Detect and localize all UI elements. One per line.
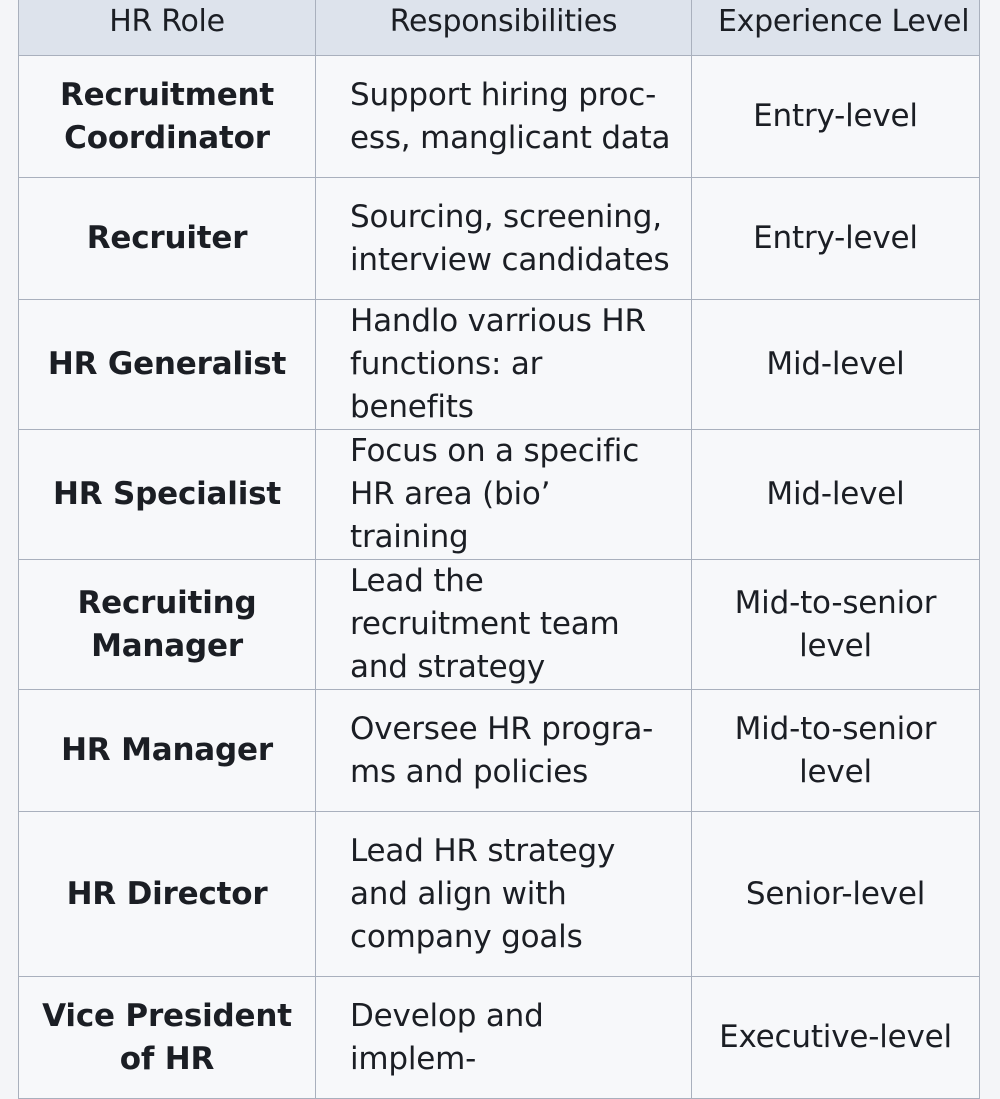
role-cell: HR Generalist xyxy=(19,300,316,430)
table-row xyxy=(19,690,980,812)
responsibilities-cell: Focus on a specific HR area (bio’ training xyxy=(316,430,692,560)
table-row xyxy=(19,430,980,560)
responsibilities-cell: Develop and implem- xyxy=(316,977,692,1099)
experience-cell: Entry-level xyxy=(692,56,980,178)
role-cell: HR Manager xyxy=(19,690,316,812)
experience-cell: Senior-level xyxy=(692,812,980,977)
responsibilities-cell: Sourcing, screening, interview candidates xyxy=(316,178,692,300)
table-row xyxy=(19,300,980,430)
role-cell: HR Director xyxy=(19,812,316,977)
responsibilities-cell: Handlo varrious HR functions: ar benefits xyxy=(316,300,692,430)
role-cell: Recruiter xyxy=(19,178,316,300)
role-cell: Recruitment Coordinator xyxy=(19,56,316,178)
responsibilities-cell: Support hiring proc-ess, manglicant data xyxy=(316,56,692,178)
table-header xyxy=(19,0,980,56)
experience-cell: Mid-to-senior level xyxy=(692,560,980,690)
responsibilities-cell: Oversee HR progra-ms and policies xyxy=(316,690,692,812)
table-row xyxy=(19,178,980,300)
header-row xyxy=(19,0,980,56)
role-cell: Vice President of HR xyxy=(19,977,316,1099)
table-row xyxy=(19,56,980,178)
experience-cell: Mid-level xyxy=(692,300,980,430)
header-hr-role: HR Role xyxy=(19,0,316,56)
table-row xyxy=(19,812,980,977)
experience-cell: Mid-level xyxy=(692,430,980,560)
experience-cell: Executive-level xyxy=(692,977,980,1099)
role-cell: HR Specialist xyxy=(19,430,316,560)
hr-roles-table xyxy=(18,0,980,1099)
experience-cell: Entry-level xyxy=(692,178,980,300)
table-body xyxy=(19,56,980,1099)
role-cell: Recruiting Manager xyxy=(19,560,316,690)
responsibilities-cell: Lead the recruitment team and strategy xyxy=(316,560,692,690)
header-responsibilities: Responsibilities xyxy=(316,0,692,56)
experience-cell: Mid-to-senior level xyxy=(692,690,980,812)
table-row xyxy=(19,560,980,690)
header-experience-level: Experience Level xyxy=(692,0,980,56)
responsibilities-cell: Lead HR strategy and align with company goals xyxy=(316,812,692,977)
table-row xyxy=(19,977,980,1099)
